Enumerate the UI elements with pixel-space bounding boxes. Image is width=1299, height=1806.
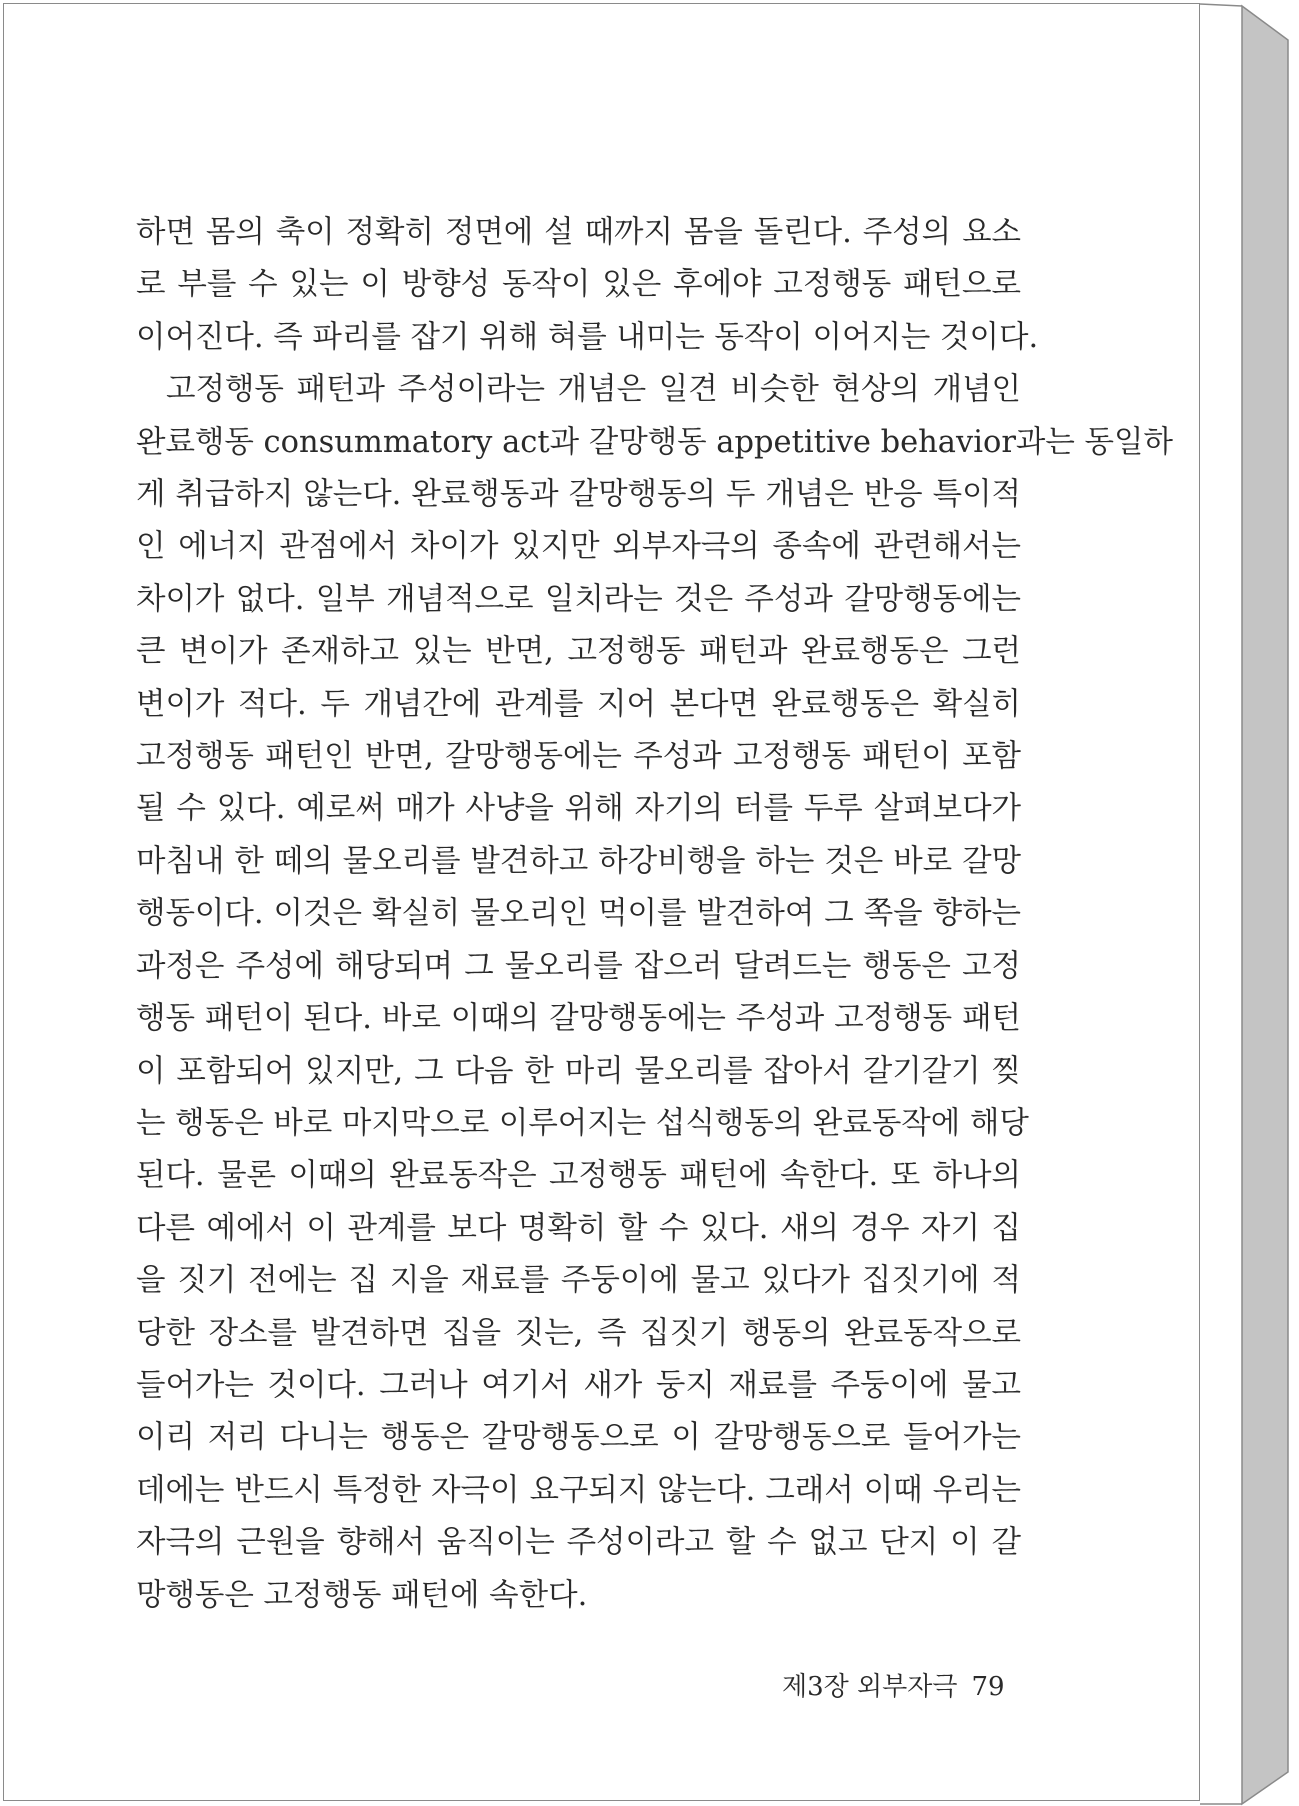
text-line: 데에는 반드시 특정한 자극이 요구되지 않는다. 그래서 이때 우리는	[136, 1472, 1021, 1508]
text-line: 행동이다. 이것은 확실히 물오리인 먹이를 발견하여 그 쪽을 향하는	[136, 896, 1021, 932]
text-line: 완료행동 consummatory act과 갈망행동 appetitive behavior과는 동일하	[136, 424, 1173, 460]
text-line: 된다. 물론 이때의 완료동작은 고정행동 패턴에 속한다. 또 하나의	[136, 1158, 1021, 1194]
text-line: 을 짓기 전에는 집 지을 재료를 주둥이에 물고 있다가 집짓기에 적	[136, 1263, 1021, 1299]
book-edge-3d	[1200, 0, 1299, 1806]
text-line: 마침내 한 떼의 물오리를 발견하고 하강비행을 하는 것은 바로 갈망	[136, 843, 1021, 879]
page-number: 79	[971, 1672, 1005, 1702]
text-line: 이 포함되어 있지만, 그 다음 한 마리 물오리를 잡아서 갈기갈기 찢	[136, 1053, 1021, 1089]
text-line: 될 수 있다. 예로써 매가 사냥을 위해 자기의 터를 두루 살펴보다가	[136, 791, 1021, 827]
page-footer	[782, 1666, 1019, 1703]
text-line: 큰 변이가 존재하고 있는 반면, 고정행동 패턴과 완료행동은 그런	[136, 634, 1021, 670]
text-line: 하면 몸의 축이 정확히 정면에 설 때까지 몸을 돌린다. 주성의 요소	[136, 215, 1021, 250]
text-line: 들어가는 것이다. 그러나 여기서 새가 둥지 재료를 주둥이에 물고	[136, 1367, 1021, 1403]
text-line: 망행동은 고정행동 패턴에 속한다.	[136, 1577, 588, 1613]
paragraph	[136, 364, 1173, 1622]
paragraph	[136, 207, 1039, 364]
text-line: 이리 저리 다니는 행동은 갈망행동으로 이 갈망행동으로 들어가는	[136, 1420, 1021, 1456]
text-line: 변이가 적다. 두 개념간에 관계를 지어 본다면 완료행동은 확실히	[136, 686, 1021, 722]
text-line: 당한 장소를 발견하면 집을 짓는, 즉 집짓기 행동의 완료동작으로	[136, 1315, 1021, 1351]
text-line: 고정행동 패턴과 주성이라는 개념은 일견 비슷한 현상의 개념인	[166, 372, 1021, 408]
text-line: 다른 예에서 이 관계를 보다 명확히 할 수 있다. 새의 경우 자기 집	[136, 1210, 1021, 1246]
text-line: 고정행동 패턴인 반면, 갈망행동에는 주성과 고정행동 패턴이 포함	[136, 739, 1021, 775]
book-page	[3, 3, 1200, 1801]
text-line: 과정은 주성에 해당되며 그 물오리를 잡으러 달려드는 행동은 고정	[136, 948, 1021, 984]
text-line: 인 에너지 관점에서 차이가 있지만 외부자극의 종속에 관련해서는	[136, 529, 1021, 565]
text-line: 자극의 근원을 향해서 움직이는 주성이라고 할 수 없고 단지 이 갈	[136, 1525, 1021, 1561]
text-line: 는 행동은 바로 마지막으로 이루어지는 섭식행동의 완료동작에 해당	[136, 1105, 1029, 1141]
text-line: 게 취급하지 않는다. 완료행동과 갈망행동의 두 개념은 반응 특이적	[136, 477, 1021, 513]
running-footer-chapter: 제3장 외부자극	[782, 1672, 958, 1702]
text-line: 차이가 없다. 일부 개념적으로 일치라는 것은 주성과 갈망행동에는	[136, 581, 1021, 617]
text-line: 행동 패턴이 된다. 바로 이때의 갈망행동에는 주성과 고정행동 패턴	[136, 1001, 1021, 1037]
text-line: 이어진다. 즉 파리를 잡기 위해 혀를 내미는 동작이 이어지는 것이다.	[136, 319, 1039, 355]
body-text	[136, 207, 1173, 1622]
text-line: 로 부를 수 있는 이 방향성 동작이 있은 후에야 고정행동 패턴으로	[136, 267, 1021, 303]
